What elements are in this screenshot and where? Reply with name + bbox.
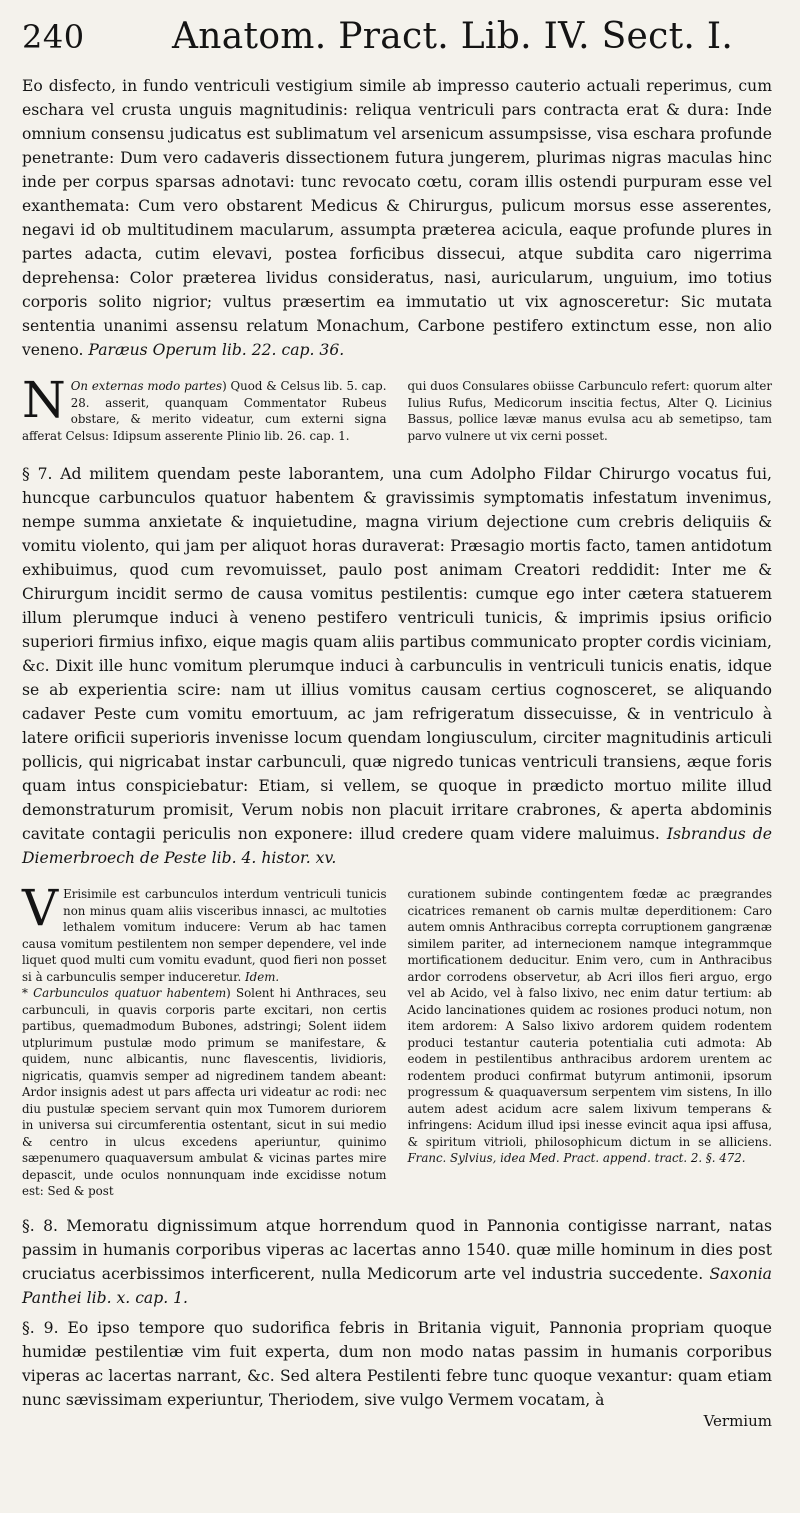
paragraph-text: §. 9. Eo ipso tempore quo sudorifica febris in Britania viguit, Pannonia propriam quoque humidæ pestilentiæ vim fuit experta, dum non modo natas passim in humanis corporibus viperas ac lacertas narrant, &c. Sed altera Pestilenti febre tunc quoque vexantur: quam etiam nunc sævissimam experiuntur, Theriodem, sive vulgo Vermem vocatam, à: [22, 1318, 772, 1409]
note-source: Franc. Sylvius, idea Med. Pract. append. tract. 2. §. 472.: [407, 1151, 746, 1165]
page-number: 240: [22, 18, 85, 56]
note-text: ) Quod & Celsus lib. 5. cap. 28. asserit, quanquam Commentator Rubeus obstare, & merito videatur, cum externi signa afferat Celsus: Idipsum asserente Plinio lib. 26. cap. 1.: [22, 379, 387, 443]
note-right-column: [408, 886, 773, 1200]
paragraph-pare: [22, 74, 772, 362]
note-text: Erisimile est carbunculos interdum ventriculi tunicis non minus quam aliis visceribus innasci, ac multoties lethalem vomitum inducere: Verum ab hac tamen causa vomitum pestilentem non semper dependere, vel inde liquet quod multi cum vomitu evadunt, quod fieri non posset si à carbunculis semper induceretur.: [22, 887, 387, 984]
note-lemma: * Carbunculos quatuor habentem: [22, 986, 227, 1000]
note-left-column: [22, 879, 387, 1200]
running-head: Anatom. Pract. Lib. IV. Sect. I.: [172, 16, 734, 57]
paragraph-text: § 7. Ad militem quendam peste laborantem, una cum Adolpho Fildar Chirurgo vocatus fui, huncque carbunculos quatuor habentem & gravissimis symptomatis infestatum invenimus, nempe summa anxietate & inquietudine, magna virium dejectione cum crebris deliquiis & vomitu violento, qui jam per aliquot horas duraverat: Præsagio mortis facto, tamen antidotum exhibuimus, quod cum revomuisset, paulo post animam Creatori reddidit: Inter me & Chirurgum incidit sermo de causa vomitus pestilentis: cumque ego inter cætera statuerem illum plerumque induci à veneno pestifero ventriculi tunicis, & imprimis ipsius orificio superiori firmius infixo, eique magis quam aliis partibus communicato propter cordis viciniam, &c. Dixit ille hunc vomitum plerumque induci à carbunculis in ventriculi tunicis enatis, idque se ab experientia scire: nam ut illius vomitus causam certius cognosceret, se aliquando cadaver Peste cum vomitu emortuum, ac jam refrigeratum dissecuisse, & in ventriculo à latere orificii superioris invenisse locum quendam longiusculum, circiter magnitudinis articuli pollicis, qui nigricabat instar carbunculi, quæ nigredo tunicas ventriculi transiens, æque foris quam intus conspiciebatur: Etiam, si vellem, se quoque in prædicto mortuo milite illud demonstraturum promisit, Verum nobis non placuit irritare crabrones, & aperta abdominis cavitate contagii periculis non exponere: illud credere quam videre maluimus.: [22, 465, 772, 843]
source-citation: Saxonia Panthei lib. x. cap. 1.: [22, 1264, 772, 1307]
paragraph-text: §. 8. Memoratu dignissimum atque horrendum quod in Pannonia contigisse narrant, natas passim in humanis corporibus viperas ac lacertas anno 1540. quæ mille hominum in dies post cruciatus acerbissimos interficerent, nulla Medicorum arte vel industria succedente.: [22, 1216, 772, 1283]
commentary-notes-1: [22, 371, 772, 444]
note-text: qui duos Consulares obiisse Carbunculo refert: quorum alter Iulius Rufus, Medicorum inscitia fectus, Alter Q. Licinius Bassus, pollice lævæ manus evulsa acu ab semetipso, tam parvo vulnere ut vix cerni posset.: [407, 379, 772, 443]
paragraph-text: Eo disfecto, in fundo ventriculi vestigium simile ab impresso cauterio actuali reperimus, cum eschara vel crusta unguis magnitudinis: reliqua ventriculi pars contracta erat & dura: Inde omnium consensu judicatus est sublimatum vel arsenicum assumpsisse, visa eschara profunde penetrante: Dum vero cadaveris dissectionem futura jungerem, plurimas nigras maculas hinc inde per corpus sparsas adnotavi: tunc revocato cœtu, coram illis ostendi purpuram esse vel exanthemata: Cum vero obstarent Medicus & Chirurgus, pulicum morsus esse asserentes, negavi id ob multitudinem macularum, assumpta præterea acicula, eaque profunde plures in partes adacta, cutim elevavi, postea forficibus dissecui, atque subdita caro nigerrima deprehensa: Color præterea lividus consideratus, nasi, auricularum, unguium, imo totius corporis solito nigrior; vultus præsertim ea immutatio ut vix agnosceretur: Sic mutata sententia unanimi assensu relatum Monachum, Carbone pestifero extinctum esse, non alio veneno.: [22, 77, 772, 359]
catchword: Vermium: [703, 1411, 772, 1430]
note-right-column: [408, 378, 773, 444]
page-header: [22, 14, 772, 72]
note-source: Idem.: [245, 969, 280, 984]
source-citation: Isbrandus de Diemerbroech de Peste lib. 4. histor. xv.: [22, 825, 772, 867]
note-text: curationem subinde contingentem fœdæ ac prægrandes cicatrices remanent ob carnis multæ deperditionem: Caro autem omnis Anthracibus correpta corruptionem gangrænæ similem pariter, ad internecionem namque integrammque mortificationem deducitur. Enim vero, cum in Anthracibus ardor corrodens observetur, ab Acri illos fieri arguo, ergo vel ab Acido, vel à falso lixivo, nec enim datur tertium: ab Acido lancinationes quidem ac rosiones produci notum, non item ardorem: A Salso lixivo ardorem quidem rodentem produci testantur cauteria potentialia cuti admota: Ab eodem in pestilentibus anthracibus ardorem urentem ac rodentem produci confirmat butyrum antimonii, ipsorum progressum & quaquaversum serpentem vim sistens, In illo autem adest acidum acre salem lixivum temperans & infringens: Acidum illud ipsi inesse evincit aqua ipsi affusa, & spiritum vitrioli, philosophicum dictum in se alliciens.: [407, 887, 772, 1149]
paragraph-section-9: [22, 1316, 772, 1430]
note-text: ) Solent hi Anthraces, seu carbunculi, in quavis corporis parte excitari, non certis partibus, quemadmodum Bubones, adstringi; Solent iidem utplurimum pustulæ modo primum se manifestare, & quidem, nunc albicantis, nunc flavescentis, lividioris, nigricatis, quamvis semper ad nigredinem tandem abeant: Ardor insignis adest ut pars affecta uri videatur ac rodi: nec diu pustulæ speciem servant quin mox Tumorem duriorem in universa sui circumferentia ostentant, sicut in sui medio & centro in ulcus excedens aperiuntur, quinimo sæpenumero quaquaversum ambulat & vicinas partes mire depascit, unde oculos nonnunquam inde excidisse notum est: Sed & post: [22, 986, 387, 1198]
drop-cap: V: [22, 879, 59, 937]
note-left-column: [22, 371, 387, 444]
paragraph-section-8: [22, 1214, 772, 1310]
source-citation: Paræus Operum lib. 22. cap. 36.: [88, 341, 345, 359]
note-lemma: On externas modo partes: [70, 379, 223, 393]
drop-cap: N: [22, 371, 66, 429]
paragraph-section-7: [22, 462, 772, 870]
commentary-notes-2: [22, 879, 772, 1200]
